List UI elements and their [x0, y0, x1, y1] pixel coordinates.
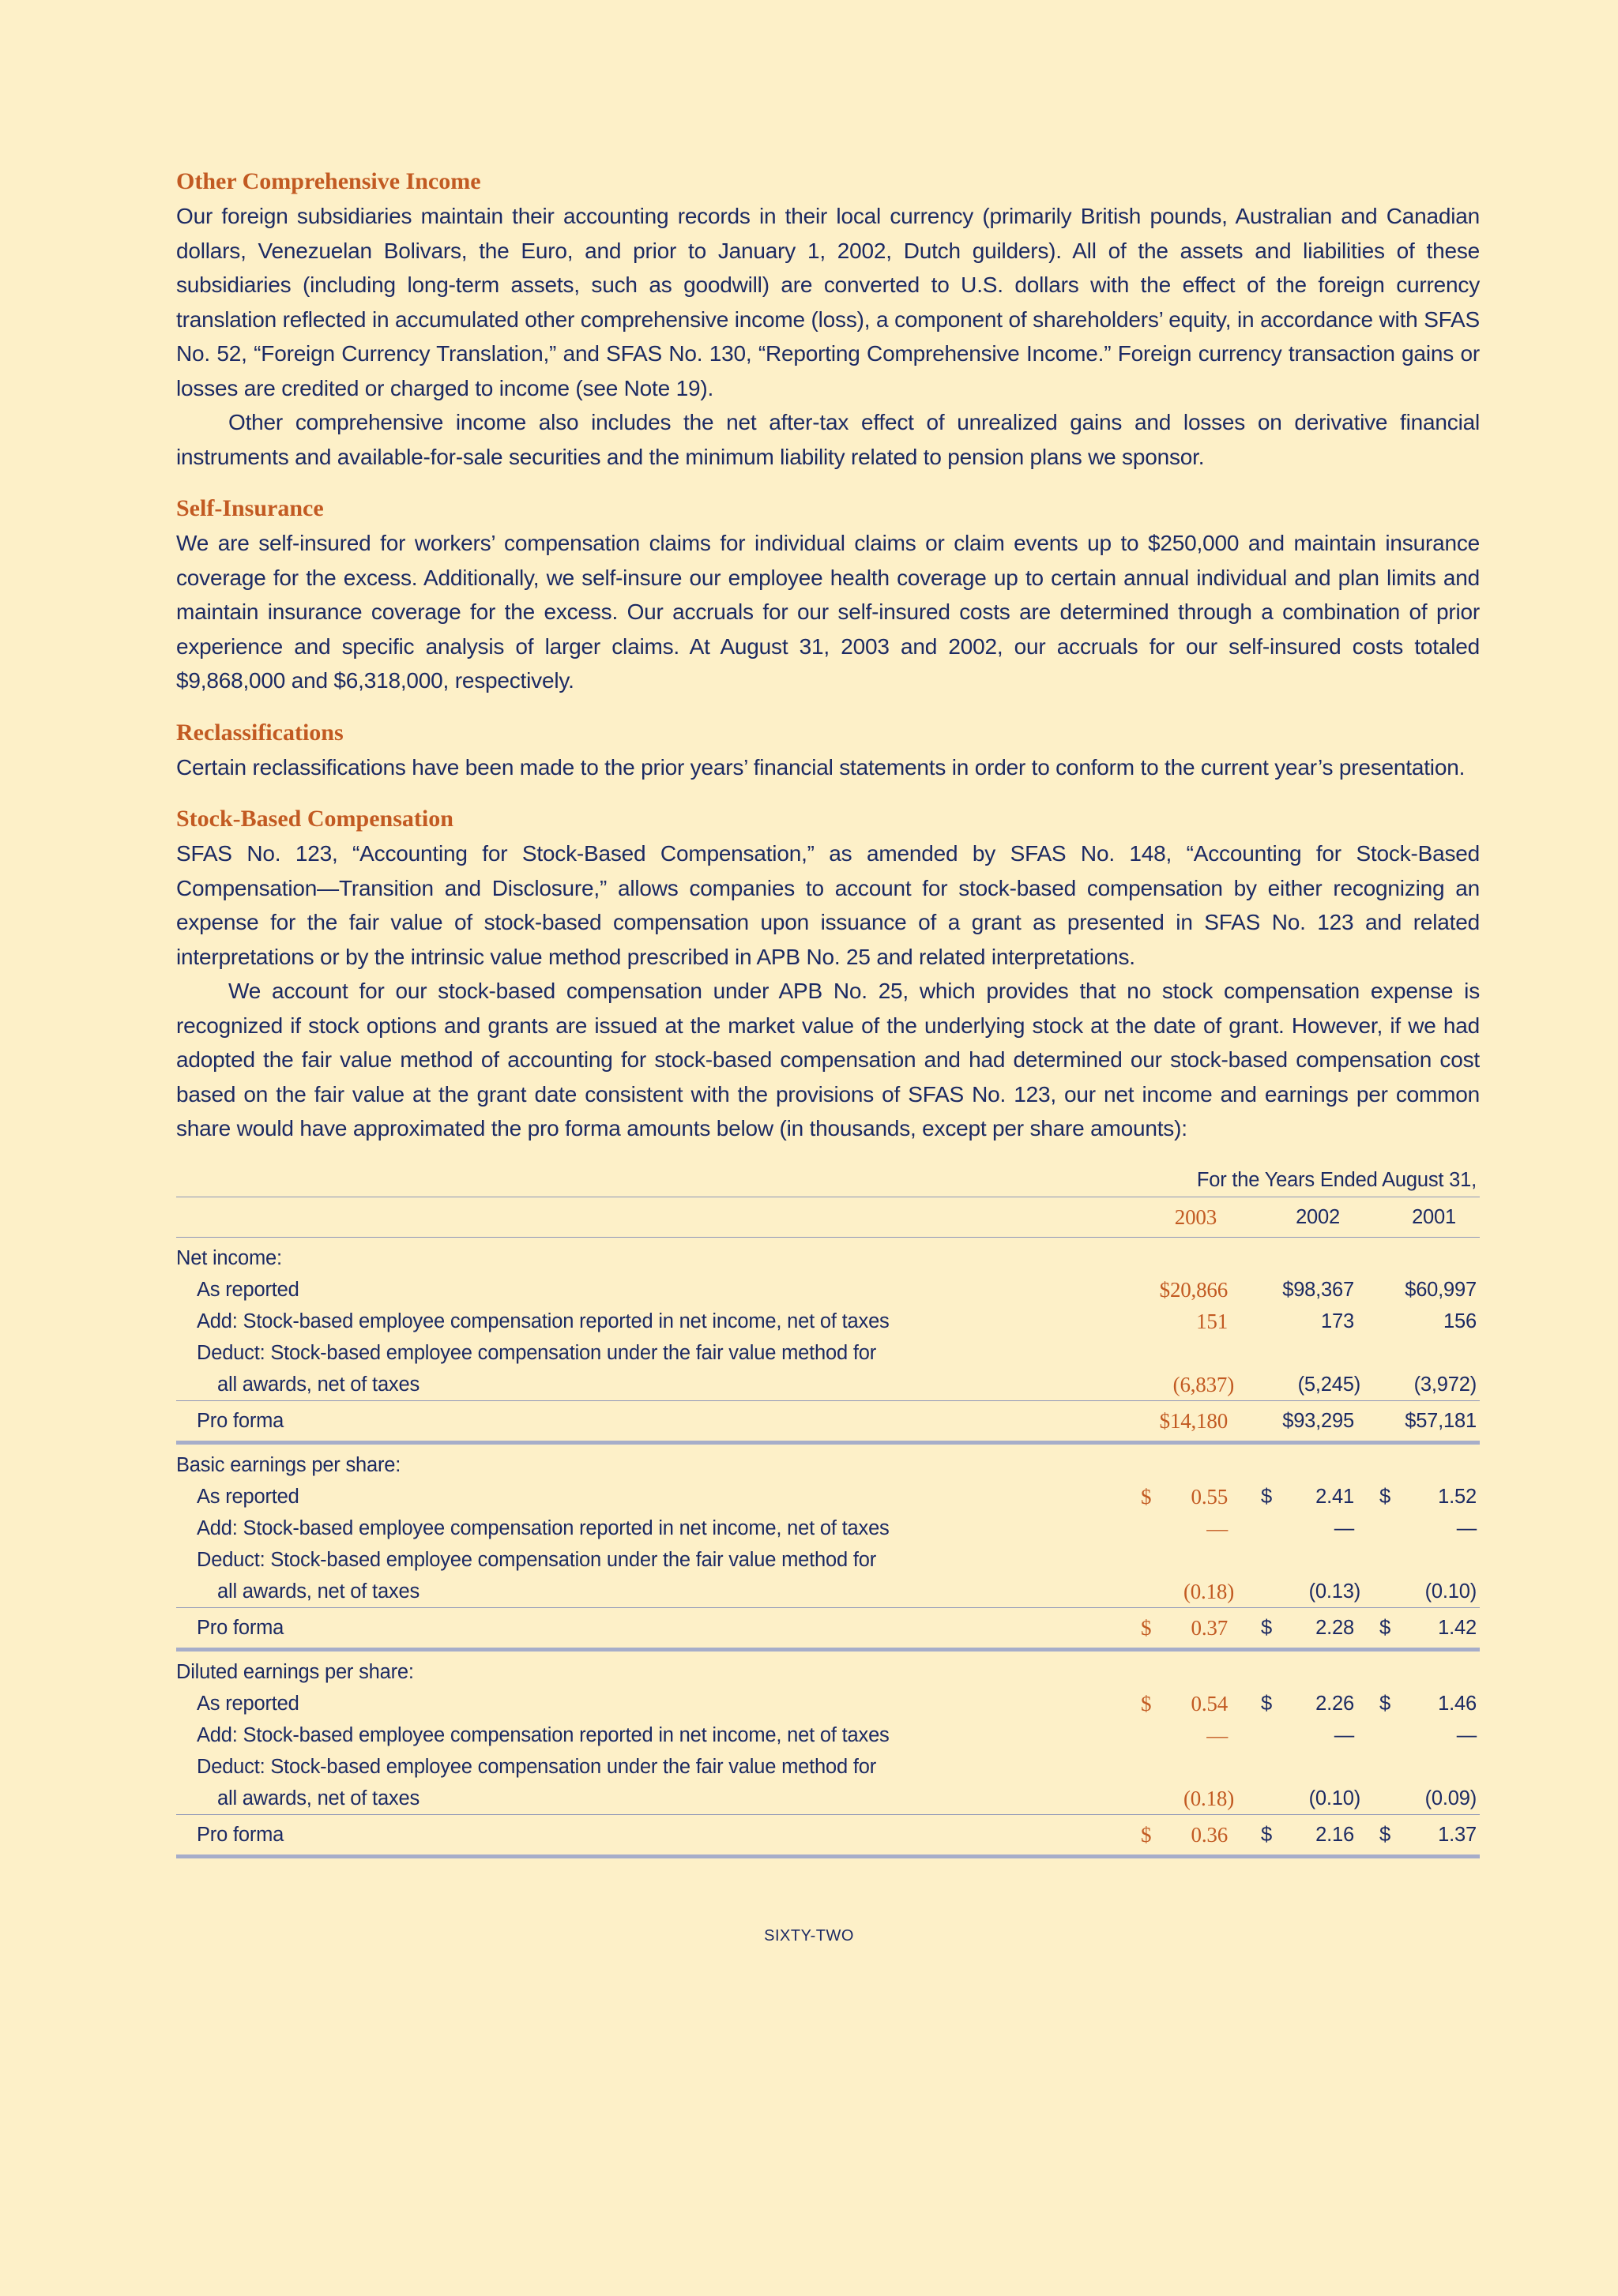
- currency-symbol: $: [1261, 1485, 1272, 1508]
- row-label: all awards, net of taxes: [217, 1580, 420, 1603]
- value-cell: [1245, 1608, 1364, 1648]
- value-cell: (0.10): [1308, 1787, 1360, 1809]
- table-body: [176, 1242, 1480, 1858]
- row-label: As reported: [197, 1485, 299, 1508]
- currency-symbol: $: [1141, 1691, 1152, 1715]
- value: 2.16: [1315, 1823, 1354, 1846]
- currency-symbol: $: [1379, 1485, 1390, 1508]
- value: 1.46: [1438, 1692, 1477, 1715]
- row-label: Deduct: Stock-based employee compensation under the fair value method for: [197, 1755, 876, 1778]
- row-label: Deduct: Stock-based employee compensation under the fair value method for: [197, 1548, 876, 1571]
- value-cell: [1127, 1688, 1245, 1719]
- value-cell: [1245, 1815, 1364, 1854]
- table-row: [176, 1576, 1480, 1607]
- section-heading: Other Comprehensive Income: [176, 168, 481, 194]
- year-header: 2001: [1412, 1205, 1456, 1228]
- row-label: Pro forma: [197, 1409, 284, 1432]
- value: 2.26: [1315, 1692, 1354, 1715]
- pro-forma-table: [176, 1163, 1480, 1858]
- section-reclassifications: [176, 716, 1480, 785]
- value: 1.52: [1438, 1485, 1477, 1508]
- row-label: Add: Stock-based employee compensation reported in net income, net of taxes: [197, 1310, 890, 1332]
- row-label: all awards, net of taxes: [217, 1787, 420, 1809]
- page-content: [176, 164, 1480, 1858]
- value-cell: —: [1456, 1516, 1477, 1539]
- value-cell: —: [1334, 1516, 1354, 1539]
- paragraph: Certain reclassifications have been made to the prior years’ financial statements in order to conform to the current year’s presentation.: [176, 754, 1466, 780]
- currency-symbol: $: [1379, 1692, 1390, 1715]
- page-number: SIXTY-TWO: [764, 1927, 854, 1945]
- paragraph: We account for our stock-based compensation under APB No. 25, which provides that no stock compensation expense is recognized if stock options and grants are issued at the market value of the underlying stock at the date of grant. However, if we had adopted the fair value method of accounting for stock-based compensation and had determined our stock-based compensation cost based on the fair value at the grant date consistent with the provisions of SFAS No. 123, our net income and earnings per common share would have approximated the pro forma amounts below (in thousands, except per share amounts):: [176, 979, 1480, 1140]
- currency-symbol: $: [1141, 1615, 1152, 1640]
- table-total-rule: [176, 1441, 1480, 1445]
- table-row: [176, 1306, 1480, 1337]
- row-label: all awards, net of taxes: [217, 1373, 420, 1396]
- currency-symbol: $: [1141, 1484, 1152, 1509]
- row-label: As reported: [197, 1692, 299, 1715]
- value: 1.42: [1438, 1616, 1477, 1639]
- value-cell: 151: [1196, 1309, 1228, 1333]
- section-self-insurance: [176, 491, 1480, 698]
- value-cell: 156: [1443, 1310, 1477, 1332]
- value-cell: [1245, 1274, 1364, 1306]
- row-label: Pro forma: [197, 1823, 284, 1846]
- currency-symbol: $: [1379, 1616, 1390, 1639]
- table-row-total: [176, 1815, 1480, 1854]
- value-cell: —: [1334, 1723, 1354, 1746]
- value-cell: —: [1206, 1723, 1228, 1747]
- value-cell: —: [1206, 1516, 1228, 1540]
- value-cell: (0.09): [1424, 1787, 1477, 1809]
- value: $60,997: [1405, 1278, 1477, 1301]
- value-cell: [1127, 1608, 1245, 1648]
- section-stock-based-compensation: [176, 802, 1480, 1146]
- row-label: Deduct: Stock-based employee compensation under the fair value method for: [197, 1341, 876, 1364]
- paragraph: SFAS No. 123, “Accounting for Stock-Based Compensation,” as amended by SFAS No. 148, “Accounting for Stock-Based Compensation—Transition and Disclosure,” allows companies to account for stock-based compensation by either recognizing an expense for the fair value of stock-based compensation upon issuance of a grant as presented in SFAS No. 123 and related interpretations or by the intrinsic value method prescribed in APB No. 25 and related interpretations.: [176, 841, 1480, 969]
- value: $98,367: [1282, 1278, 1354, 1301]
- paragraph: Other comprehensive income also includes the net after-tax effect of unrealized gains and losses on derivative financial instruments and available-for-sale securities and the minimum liability related to pension plans we sponsor.: [176, 410, 1480, 469]
- value: 0.37: [1191, 1615, 1228, 1640]
- group-title: Diluted earnings per share:: [176, 1660, 414, 1683]
- table-total-rule: [176, 1854, 1480, 1858]
- group-title-row: [176, 1449, 1480, 1481]
- paragraph: Our foreign subsidiaries maintain their accounting records in their local currency (primarily British pounds, Australian and Canadian dollars, Venezuelan Bolivars, the Euro, and prior to January 1, 2002, Dutch guilders). All of the assets and liabilities of these subsidiaries (including long-term assets, such as goodwill) are converted to U.S. dollars with the effect of the foreign currency translation reflected in accumulated other comprehensive income (loss), a component of shareholders’ equity, in accordance with SFAS No. 52, “Foreign Currency Translation,” and SFAS No. 130, “Reporting Comprehensive Income.” Foreign currency transaction gains or losses are credited or charged to income (see Note 19).: [176, 204, 1480, 400]
- section-heading: Stock-Based Compensation: [176, 806, 453, 832]
- group-title: Basic earnings per share:: [176, 1453, 401, 1476]
- value-cell: (3,972): [1413, 1373, 1477, 1396]
- group-title: Net income:: [176, 1246, 282, 1269]
- value-cell: [1245, 1481, 1364, 1513]
- row-label: Add: Stock-based employee compensation reported in net income, net of taxes: [197, 1723, 890, 1746]
- table-header-years: [176, 1197, 1480, 1237]
- value-cell: [1245, 1688, 1364, 1719]
- table-row: [176, 1719, 1480, 1751]
- currency-symbol: $: [1379, 1823, 1390, 1846]
- table-row: [176, 1274, 1480, 1306]
- value-cell: [1127, 1401, 1245, 1441]
- value-cell: (0.18): [1183, 1579, 1234, 1603]
- value-cell: (0.18): [1183, 1786, 1234, 1810]
- value: 0.55: [1191, 1484, 1228, 1509]
- section-heading: Reclassifications: [176, 719, 344, 746]
- currency-symbol: $: [1261, 1616, 1272, 1639]
- value-cell: (6,837): [1172, 1372, 1234, 1396]
- currency-symbol: $: [1261, 1823, 1272, 1846]
- value: 2.28: [1315, 1616, 1354, 1639]
- table-row: [176, 1481, 1480, 1513]
- year-header: 2002: [1296, 1205, 1340, 1228]
- value: 2.41: [1315, 1485, 1354, 1508]
- table-row-total: [176, 1401, 1480, 1441]
- value: $57,181: [1405, 1409, 1477, 1432]
- table-rule: [176, 1237, 1480, 1238]
- table-row-total: [176, 1608, 1480, 1648]
- value-cell: [1364, 1274, 1480, 1306]
- value: $14,180: [1159, 1408, 1228, 1433]
- value-cell: [1127, 1815, 1245, 1854]
- table-total-rule: [176, 1648, 1480, 1652]
- section-other-comprehensive-income: [176, 164, 1480, 474]
- table-header-caption: For the Years Ended August 31,: [1196, 1168, 1477, 1191]
- section-heading: Self-Insurance: [176, 495, 324, 521]
- value-cell: [1127, 1481, 1245, 1513]
- table-row: [176, 1544, 1480, 1576]
- table-row: [176, 1337, 1480, 1369]
- currency-symbol: $: [1141, 1822, 1152, 1847]
- group-title-row: [176, 1242, 1480, 1274]
- row-label: As reported: [197, 1278, 299, 1301]
- paragraph: We are self-insured for workers’ compensation claims for individual claims or claim events up to $250,000 and maintain insurance coverage for the excess. Additionally, we self-insure our employee health coverage up to certain annual individual and plan limits and maintain insurance coverage for the excess. Our accruals for our self-insured costs are determined through a combination of prior experience and specific analysis of larger claims. At August 31, 2003 and 2002, our accruals for our self-insured costs totaled $9,868,000 and $6,318,000, respectively.: [176, 531, 1480, 693]
- value-cell: 173: [1321, 1310, 1354, 1332]
- table-row: [176, 1783, 1480, 1814]
- value-cell: (0.13): [1308, 1580, 1360, 1603]
- value-cell: [1364, 1401, 1480, 1441]
- table-row: [176, 1513, 1480, 1544]
- currency-symbol: $: [1261, 1692, 1272, 1715]
- value-cell: —: [1456, 1723, 1477, 1746]
- value-cell: [1245, 1401, 1364, 1441]
- value: $93,295: [1282, 1409, 1354, 1432]
- value: $20,866: [1159, 1277, 1228, 1302]
- table-row: [176, 1688, 1480, 1719]
- row-label: Pro forma: [197, 1616, 284, 1639]
- value-cell: [1364, 1815, 1480, 1854]
- value-cell: [1127, 1274, 1245, 1306]
- year-header: 2003: [1174, 1204, 1217, 1229]
- value-cell: (0.10): [1424, 1580, 1477, 1603]
- row-label: Add: Stock-based employee compensation reported in net income, net of taxes: [197, 1516, 890, 1539]
- table-row: [176, 1369, 1480, 1400]
- value: 0.36: [1191, 1822, 1228, 1847]
- value-cell: [1364, 1688, 1480, 1719]
- value-cell: (5,245): [1297, 1373, 1360, 1396]
- value: 1.37: [1438, 1823, 1477, 1846]
- value-cell: [1364, 1481, 1480, 1513]
- value: 0.54: [1191, 1691, 1228, 1715]
- group-title-row: [176, 1656, 1480, 1688]
- table-row: [176, 1751, 1480, 1783]
- value-cell: [1364, 1608, 1480, 1648]
